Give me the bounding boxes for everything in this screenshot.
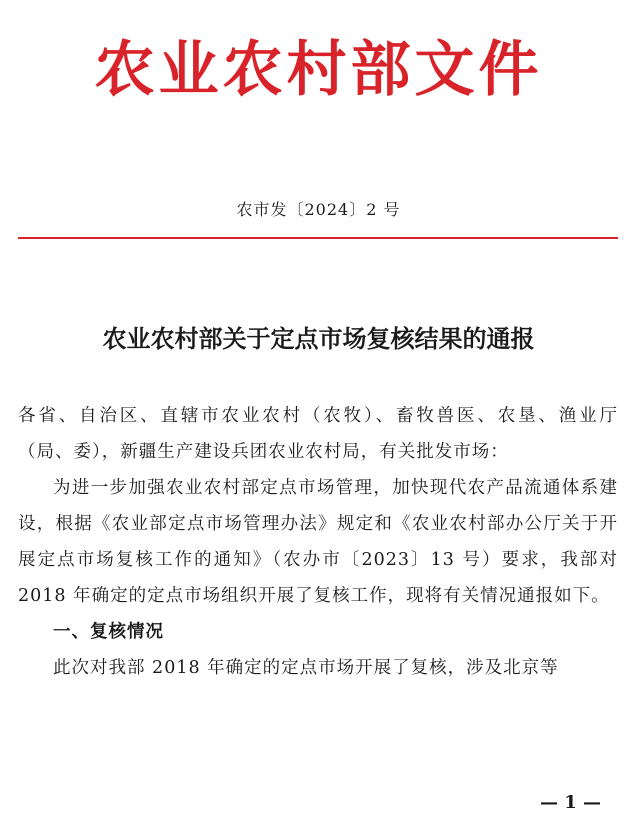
document-body <box>18 398 618 686</box>
page-number: — 1 — <box>539 792 601 813</box>
intro-paragraph: 为进一步加强农业农村部定点市场管理，加快现代农产品流通体系建设，根据《农业部定点市场管理办法》规定和《农业农村部办公厅关于开展定点市场复核工作的通知》（农办市〔2023〕13 号）要求，我部对 2018 年确定的定点市场组织开展了复核工作，现将有关情况通报如下。 <box>18 478 618 606</box>
review-paragraph: 此次对我部 2018 年确定的定点市场开展了复核，涉及北京等 <box>53 658 559 678</box>
addressee-paragraph: 各省、自治区、直辖市农业农村（农牧）、畜牧兽医、农垦、渔业厅（局、委），新疆生产建设兵团农业农村局，有关批发市场： <box>18 406 618 462</box>
section-heading: 一、复核情况 <box>53 622 164 642</box>
header-divider <box>18 237 618 239</box>
document-number: 农市发〔2024〕2 号 <box>236 200 401 219</box>
document-header-title: 农业农村部文件 <box>94 35 543 105</box>
document-title: 农业农村部关于定点市场复核结果的通报 <box>102 324 535 353</box>
